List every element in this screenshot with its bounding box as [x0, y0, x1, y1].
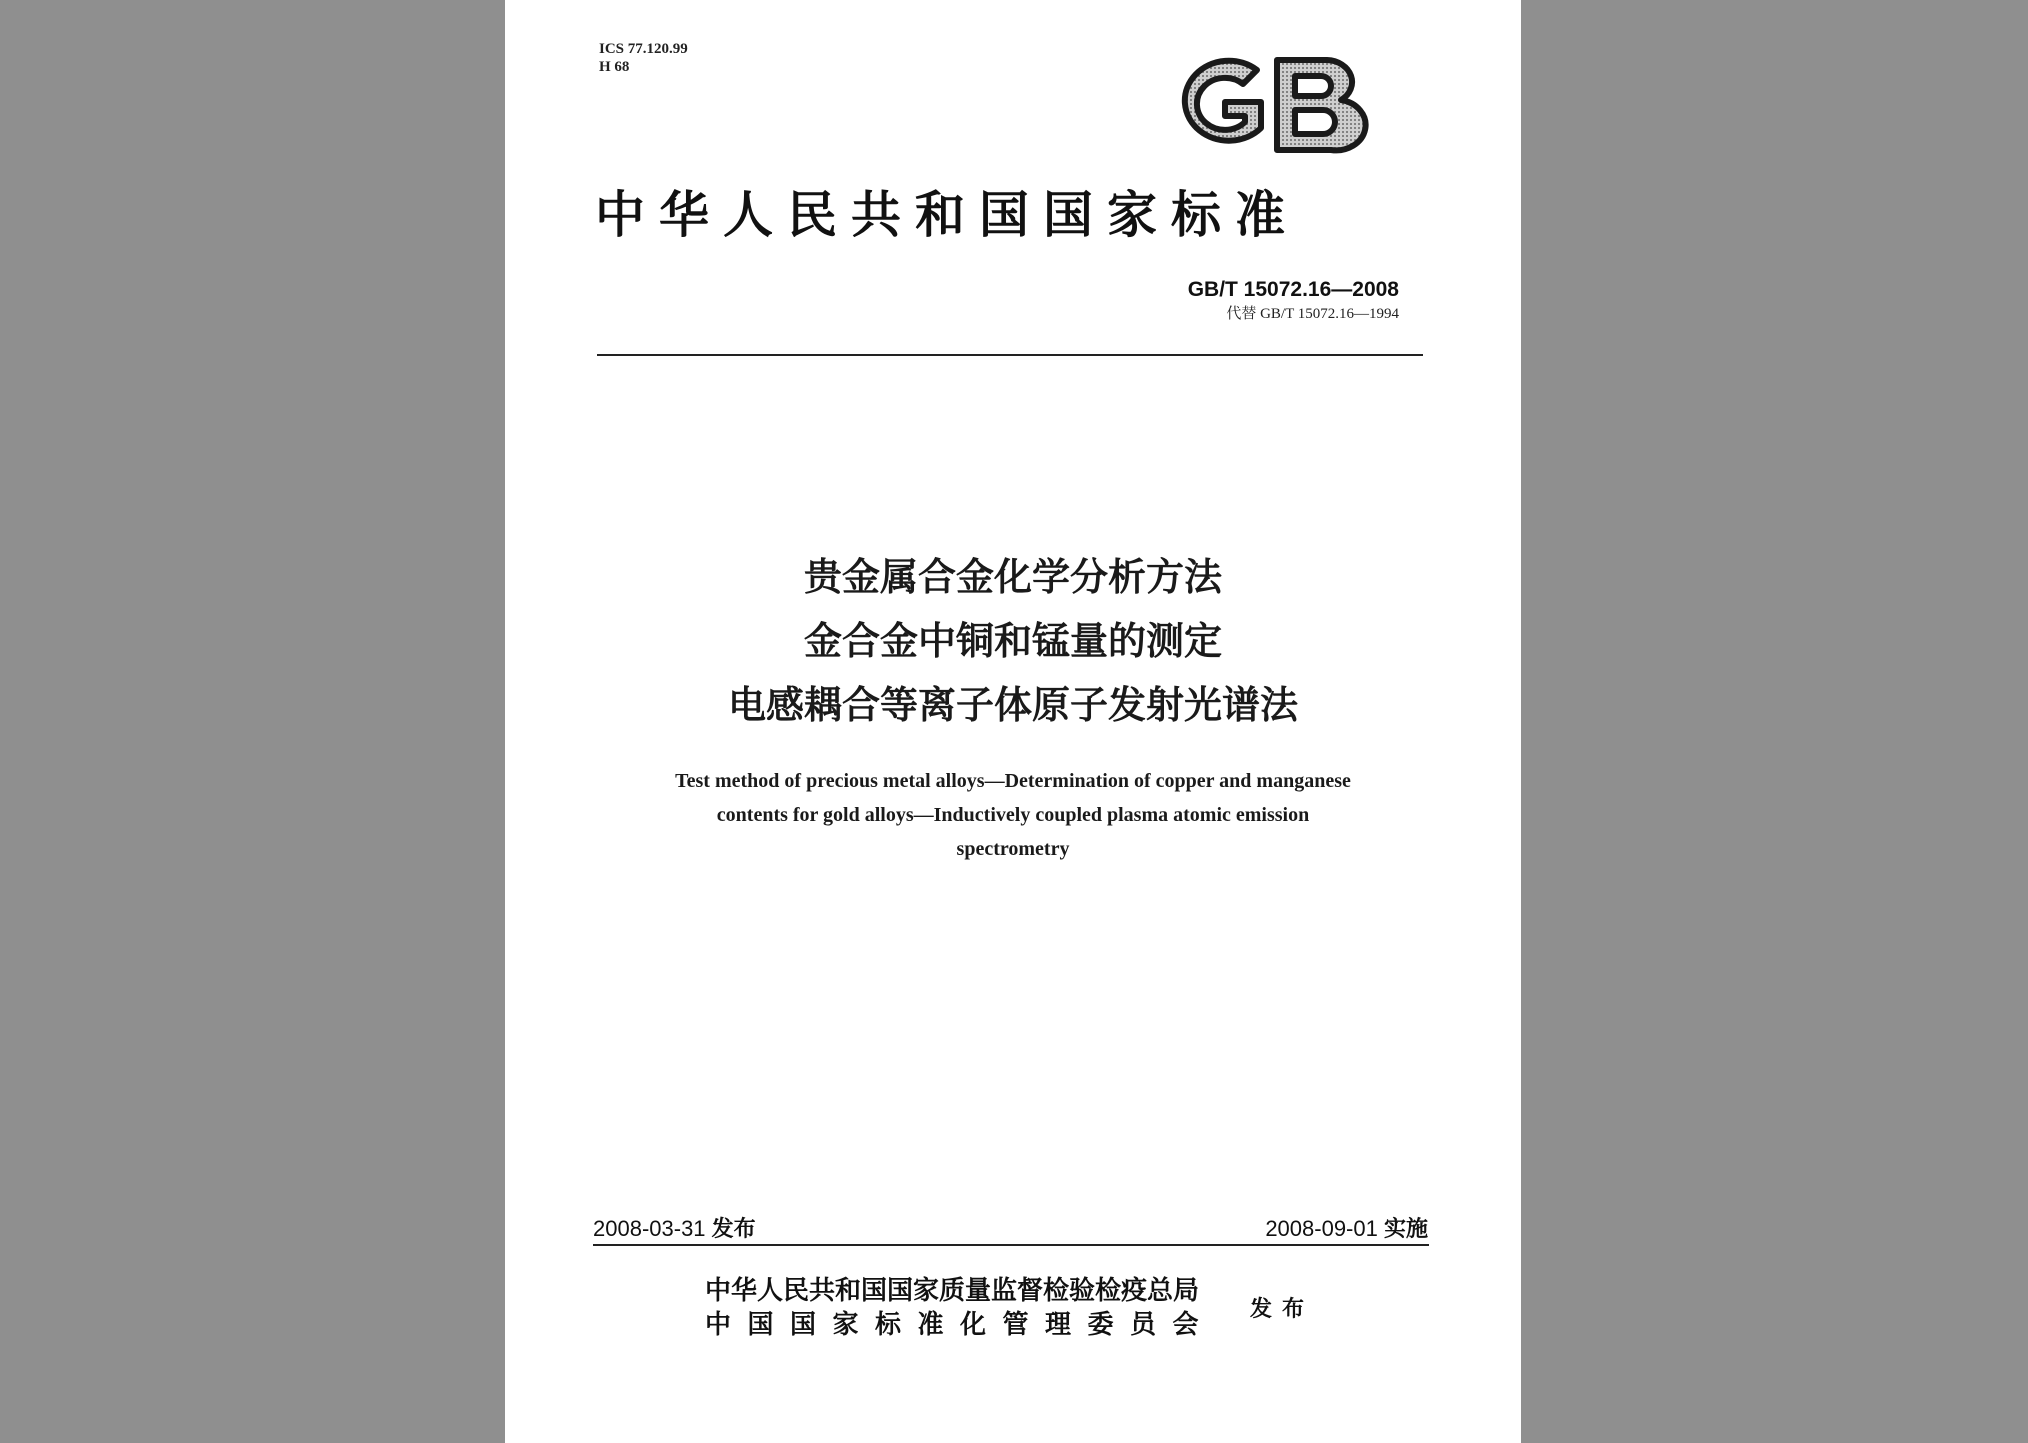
chinese-title-line-3: 电感耦合等离子体原子发射光谱法 [727, 683, 1298, 727]
document-page [505, 0, 1521, 1443]
implementation-date-label: 实施 [1383, 1216, 1428, 1241]
header-divider [597, 354, 1423, 356]
ccs-code: H 68 [599, 59, 630, 75]
standard-number: GB/T 15072.16—2008 [1187, 278, 1399, 301]
issue-date-label: 发布 [711, 1216, 756, 1241]
publish-label: 发布 [1250, 1297, 1315, 1322]
english-title [505, 764, 1521, 866]
classification-codes [599, 40, 688, 76]
implementation-date [1265, 1212, 1428, 1243]
national-standard-title: 中华人民共和国国家标准 [595, 186, 1299, 244]
replaces-standard: 代替 GB/T 15072.16—1994 [1226, 306, 1399, 322]
chinese-title [505, 545, 1521, 737]
issue-date [593, 1212, 756, 1243]
issuer-line-1: 中华人民共和国国家质量监督检验检疫总局 [705, 1276, 1200, 1306]
issuing-authorities [705, 1274, 1215, 1342]
issue-date-value: 2008-03-31 [593, 1216, 706, 1241]
footer-divider [593, 1244, 1429, 1246]
english-title-line-1: Test method of precious metal alloys—Determination of copper and manganese [675, 770, 1351, 792]
ics-code: ICS 77.120.99 [599, 41, 688, 57]
english-title-line-2: contents for gold alloys—Inductively coupled plasma atomic emission [716, 804, 1310, 826]
chinese-title-line-1: 贵金属合金化学分析方法 [803, 555, 1222, 599]
issuer-line-2: 中国国家标准化管理委员会 [705, 1310, 1216, 1340]
english-title-line-3: spectrometry [956, 838, 1070, 860]
chinese-title-line-2: 金合金中铜和锰量的测定 [803, 619, 1222, 663]
implementation-date-value: 2008-09-01 [1265, 1216, 1378, 1241]
gb-logo-icon [1165, 50, 1375, 160]
